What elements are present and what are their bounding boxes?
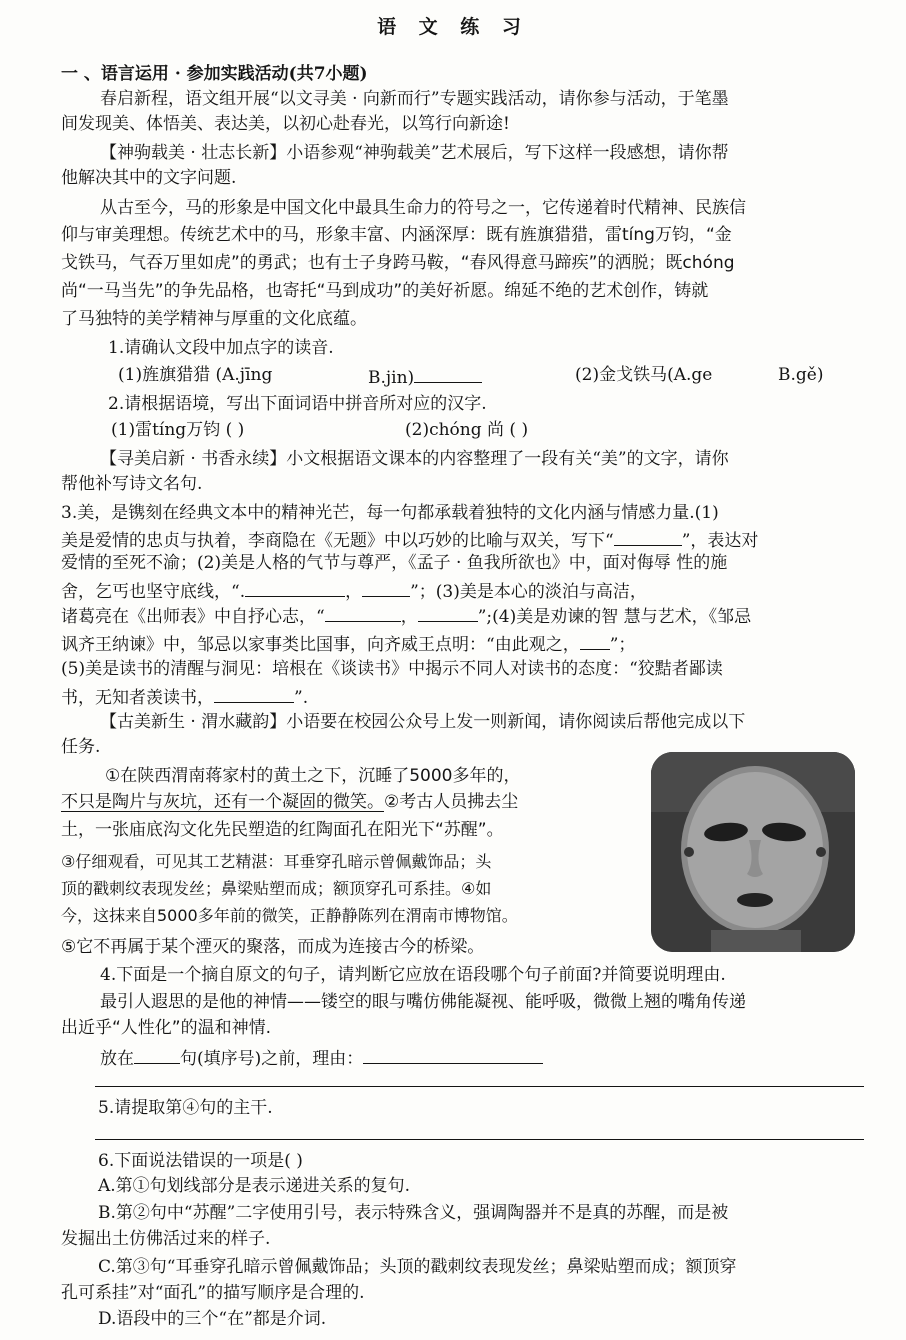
q3-blank-5[interactable] xyxy=(418,603,478,622)
part3-intro-line-1: 【古美新生 · 渭水藏韵】小语要在校园公众号上发一则新闻，请你阅读后帮他完成以下 xyxy=(100,712,746,732)
news-line-2: 不只是陶片与灰坑，还有一个凝固的微笑。②考古人员拂去尘 xyxy=(61,792,519,812)
intro-line-1: 春启新程，语文组开展“以文寻美 · 向新而行”专题实践活动，请你参与活动，于笔墨 xyxy=(100,89,729,109)
q3-line-7: (5)美是读书的清醒与洞见：培根在《谈读书》中揭示不同人对读书的态度：“狡黠者鄙读 xyxy=(61,659,723,679)
passage-line-1: 从古至今，马的形象是中国文化中最具生命力的符号之一，它传递着时代精神、民族信 xyxy=(100,198,746,218)
q4-reason-line[interactable] xyxy=(95,1086,864,1087)
question-4: 4.下面是一个摘自原文的句子，请判断它应放在语段哪个句子前面?并简要说明理由. xyxy=(100,965,726,985)
q3-line-3: 爱情的至死不渝；(2)美是人格的气节与尊严，《孟子 · 鱼我所欲也》中，面对侮辱 性的施 xyxy=(61,553,728,573)
news-line-4: ③仔细观看，可见其工艺精湛：耳垂穿孔暗示曾佩戴饰品；头 xyxy=(61,852,492,871)
q4-sentence-blank[interactable] xyxy=(134,1045,180,1064)
page-title: 语 文 练 习 xyxy=(377,16,529,38)
news-line-6: 今，这抹来自5000多年前的微笑，正静静陈列在渭南市博物馆。 xyxy=(61,906,518,925)
q6-option-a: A.第①句划线部分是表示递进关系的复句. xyxy=(98,1176,411,1196)
q6-option-b-line-1: B.第②句中“苏醒”二字使用引号，表示特殊含义，强调陶器并不是真的苏醒，而是被 xyxy=(98,1203,729,1223)
q1-option-a: (1)旌旗猎猎 (A.jīng xyxy=(118,365,273,385)
q3-line-2: 美是爱情的忠贞与执着，李商隐在《无题》中以巧妙的比喻与双关，写下“ ”，表达对 xyxy=(61,527,758,552)
passage-line-3: 戈铁马，气吞万里如虎”的勇武；也有士子身跨马鞍，“春风得意马蹄疾”的洒脱；既chóng xyxy=(61,253,735,273)
q3-blank-2[interactable] xyxy=(245,578,345,597)
question-6: 6.下面说法错误的一项是( ) xyxy=(98,1151,303,1171)
q3-line-1: 3.美，是镌刻在经典文本中的精神光芒，每一句都承载着独特的文化内涵与情感力量.(1) xyxy=(61,503,719,523)
q3-line-4: 舍，乞丐也坚守底线，“. ， ”；(3)美是本心的淡泊与高洁， xyxy=(61,578,647,603)
q6-option-c-line-2: 孔可系挂”对“面孔”的描写顺序是合理的. xyxy=(61,1283,365,1303)
passage-line-5: 了马独特的美学精神与厚重的文化底蕴。 xyxy=(61,309,367,329)
intro-line-2: 间发现美、体悟美、表达美，以初心赴春光，以笃行向新途! xyxy=(61,114,510,134)
q3-blank-6[interactable] xyxy=(580,631,610,650)
q3-blank-1[interactable] xyxy=(614,527,682,546)
part3-intro-line-2: 任务. xyxy=(61,737,101,757)
q1-option-b: B.jin) xyxy=(368,364,482,389)
news-line-1: ①在陕西渭南蒋家村的黄土之下，沉睡了5000多年的， xyxy=(105,766,521,786)
passage-line-2: 仰与审美理想。传统艺术中的马，形象丰富、内涵深厚：既有旌旗猎猎，雷tíng万钧，“金 xyxy=(61,225,732,245)
q3-line-8: 书，无知者羡读书， ”. xyxy=(61,684,308,709)
q6-option-b-line-2: 发掘出土仿佛活过来的样子. xyxy=(61,1229,271,1249)
q6-option-c-line-1: C.第③句“耳垂穿孔暗示曾佩戴饰品；头顶的戳刺纹表现发丝；鼻梁贴塑而成；额顶穿 xyxy=(98,1257,737,1277)
q4-reason-blank[interactable] xyxy=(363,1045,543,1064)
q3-blank-4[interactable] xyxy=(325,603,401,622)
q4-answer-line: 放在 句(填序号)之前，理由： xyxy=(100,1045,543,1070)
q3-blank-3[interactable] xyxy=(362,578,410,597)
question-1: 1.请确认文段中加点字的读音. xyxy=(108,338,334,358)
q1-option-c: (2)金戈铁马(A.ge xyxy=(575,365,713,385)
part1-intro-line-1: 【神驹载美 · 壮志长新】小语参观“神驹载美”艺术展后，写下这样一段感想，请你帮 xyxy=(100,143,729,163)
q4-quote-line-1: 最引人遐思的是他的神情——镂空的眼与嘴仿佛能凝视、能呼吸，微微上翘的嘴角传递 xyxy=(100,992,746,1012)
q2-item-b: (2)chóng 尚 ( ) xyxy=(405,420,529,440)
news-line-5: 顶的戳刺纹表现发丝；鼻梁贴塑而成；额顶穿孔可系挂。④如 xyxy=(61,879,492,898)
q4-quote-line-2: 出近乎“人性化”的温和神情. xyxy=(61,1018,272,1038)
q1-option-d: B.gě) xyxy=(778,365,824,385)
underlined-sentence: 不只是陶片与灰坑，还有一个凝固的微笑。 xyxy=(61,792,384,812)
news-line-3: 土，一张庙底沟文化先民塑造的红陶面孔在阳光下“苏醒”。 xyxy=(61,820,504,840)
part1-intro-line-2: 他解决其中的文字问题. xyxy=(61,168,237,188)
q6-option-d: D.语段中的三个“在”都是介词. xyxy=(98,1309,327,1329)
q5-answer-line[interactable] xyxy=(95,1139,864,1140)
question-5: 5.请提取第④句的主干. xyxy=(98,1098,273,1118)
q1-answer-blank[interactable] xyxy=(414,364,482,383)
q3-blank-7[interactable] xyxy=(214,684,294,703)
part2-intro-line-2: 帮他补写诗文名句. xyxy=(61,474,203,494)
pottery-face-image xyxy=(651,752,855,952)
part2-intro-line-1: 【寻美启新 · 书香永续】小文根据语文课本的内容整理了一段有关“美”的文字，请你 xyxy=(100,449,729,469)
passage-line-4: 尚“一马当先”的争先品格，也寄托“马到成功”的美好祈愿。绵延不绝的艺术创作，铸就 xyxy=(61,281,709,301)
q3-line-5: 诸葛亮在《出师表》中自抒心志，“ ， ”;(4)美是劝谏的智 慧与艺术，《邹忌 xyxy=(61,603,751,628)
q2-item-a: (1)雷tíng万钧 ( ) xyxy=(111,420,245,440)
section-heading: 一 、语言运用 · 参加实践活动(共7小题) xyxy=(61,64,368,84)
news-line-7: ⑤它不再属于某个湮灭的聚落，而成为连接古今的桥梁。 xyxy=(61,937,485,957)
q3-line-6: 讽齐王纳谏》中，邹忌以家事类比国事，向齐威王点明：“由此观之， ”； xyxy=(61,631,635,656)
pottery-face-photo xyxy=(651,752,855,952)
question-2: 2.请根据语境，写出下面词语中拼音所对应的汉字. xyxy=(108,394,487,414)
